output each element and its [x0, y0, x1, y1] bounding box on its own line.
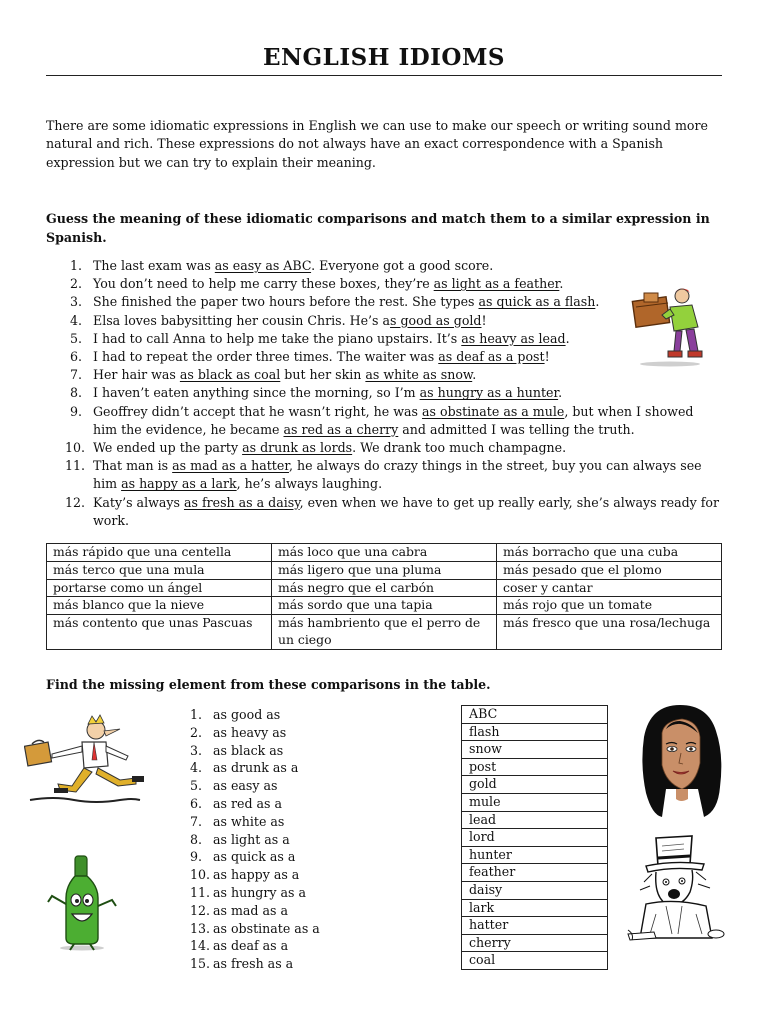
- sentence-text: . We drank too much champagne.: [352, 440, 567, 456]
- missing-words-table: [461, 705, 608, 970]
- comparison-number: 11.: [190, 884, 211, 900]
- table-row: [462, 758, 608, 776]
- idiom-expression: as deaf as a post: [438, 349, 545, 365]
- exercise2-instruction: Find the missing element from these comparisons in the table.: [46, 677, 491, 692]
- table-row: [47, 561, 722, 579]
- comparison-number: 8.: [190, 831, 203, 847]
- comparison-text: as mad as a: [213, 902, 288, 918]
- sentence-text: and admitted I was telling the truth.: [398, 421, 635, 437]
- missing-word-cell: lord: [462, 829, 608, 847]
- missing-word-cell: feather: [462, 864, 608, 882]
- running-businessman-illustration: [24, 714, 146, 806]
- sentence-text: .: [559, 276, 564, 292]
- sentence-text: !: [481, 312, 487, 328]
- comparison-number: 12.: [190, 902, 211, 918]
- sentence-text: .: [558, 385, 563, 401]
- spanish-expression-cell: portarse como un ángel: [47, 579, 272, 597]
- table-row: [462, 881, 608, 899]
- sentence-text: !: [544, 349, 550, 365]
- comparison-text: as light as a: [213, 831, 290, 847]
- woman-portrait-illustration: [636, 703, 726, 821]
- idiom-expression: as light as a feather: [433, 276, 560, 292]
- missing-word-cell: ABC: [462, 706, 608, 724]
- spanish-expression-cell: más rojo que un tomate: [497, 597, 722, 615]
- idiom-sentence: [70, 348, 720, 366]
- sentence-text: She finished the paper two hours before the rest. She types: [93, 294, 479, 310]
- comparison-number: 4.: [190, 760, 203, 776]
- comparison-text: as heavy as: [213, 724, 287, 740]
- comparison-number: 10.: [190, 867, 211, 883]
- sentence-text: Elsa loves babysitting her cousin Chris. He’s a: [93, 312, 391, 328]
- comparison-text: as obstinate as a: [213, 920, 320, 936]
- comparison-item: [190, 920, 440, 938]
- missing-word-cell: snow: [462, 741, 608, 759]
- table-row: [462, 741, 608, 759]
- sentence-text: .: [472, 367, 477, 383]
- comparison-text: as drunk as a: [213, 760, 299, 776]
- comparison-number: 15.: [190, 956, 211, 972]
- comparison-item: [190, 848, 440, 866]
- idiom-sentence: [70, 312, 720, 330]
- title-divider: [46, 75, 722, 76]
- comparison-number: 1.: [190, 707, 203, 722]
- comparison-item: [190, 902, 440, 920]
- spanish-expression-cell: más blanco que la nieve: [47, 597, 272, 615]
- comparison-number: 5.: [190, 778, 203, 794]
- spanish-expression-cell: más sordo que una tapia: [272, 597, 497, 615]
- comparison-item: [190, 795, 440, 813]
- spanish-expression-cell: más pesado que el plomo: [497, 561, 722, 579]
- table-row: [462, 934, 608, 952]
- sentence-text: We ended up the party: [93, 440, 243, 456]
- idiom-expression: as drunk as lords: [242, 440, 353, 456]
- table-row: [47, 615, 722, 650]
- comparison-item: [190, 706, 440, 724]
- comparison-text: as quick as a: [213, 849, 296, 865]
- idiom-sentence: [65, 457, 720, 493]
- spanish-expression-cell: más borracho que una cuba: [497, 544, 722, 562]
- missing-word-cell: coal: [462, 952, 608, 970]
- box-carrier-illustration: [630, 285, 710, 367]
- idiom-expression: as happy as a lark: [121, 476, 237, 492]
- idiom-sentence: [70, 275, 720, 293]
- sentence-number: 5.: [70, 330, 83, 346]
- idiom-expression: as red as a cherry: [283, 421, 399, 437]
- sentence-number: 11.: [65, 458, 86, 474]
- sentence-text: .: [595, 294, 600, 310]
- comparison-number: 3.: [190, 742, 203, 758]
- comparison-text: as fresh as a: [213, 956, 294, 972]
- comparison-text: as happy as a: [213, 867, 300, 883]
- spanish-expression-cell: más fresco que una rosa/lechuga: [497, 615, 722, 650]
- missing-word-cell: daisy: [462, 881, 608, 899]
- comparison-item: [190, 955, 440, 973]
- missing-word-cell: lead: [462, 811, 608, 829]
- spanish-expression-cell: más rápido que una centella: [47, 544, 272, 562]
- comparison-item: [190, 884, 440, 902]
- page-title: ENGLISH IDIOMS: [262, 44, 506, 71]
- sentence-number: 12.: [65, 494, 86, 510]
- sentence-number: 2.: [70, 276, 83, 292]
- table-row: [462, 829, 608, 847]
- table-row: [462, 917, 608, 935]
- idiom-sentence: [70, 293, 720, 311]
- idiom-sentence: [70, 330, 720, 348]
- idiom-sentence: [70, 257, 720, 275]
- sentence-text: That man is: [93, 458, 173, 474]
- sentence-text: , he’s always laughing.: [236, 476, 383, 492]
- sentence-text: I had to repeat the order three times. The waiter was: [93, 349, 439, 365]
- table-row: [462, 899, 608, 917]
- spanish-expressions-table: [46, 543, 722, 650]
- missing-word-cell: hunter: [462, 846, 608, 864]
- comparison-number: 9.: [190, 849, 203, 865]
- idiom-expression: as fresh as a daisy: [183, 494, 300, 510]
- comparison-text: as red as a: [213, 795, 282, 811]
- spanish-expression-cell: más contento que unas Pascuas: [47, 615, 272, 650]
- table-row: [462, 846, 608, 864]
- missing-word-cell: hatter: [462, 917, 608, 935]
- idiom-expression: as white as snow: [365, 367, 473, 383]
- missing-word-cell: post: [462, 758, 608, 776]
- sentence-text: I had to call Anna to help me take the piano upstairs. It’s: [93, 330, 462, 346]
- comparison-item: [190, 742, 440, 760]
- sentence-text: , even when we have to get up really early, she’s always ready for work.: [93, 494, 720, 528]
- comparison-item: [190, 937, 440, 955]
- comparison-item: [190, 831, 440, 849]
- comparison-item: [190, 759, 440, 777]
- idiom-sentence: [70, 384, 720, 402]
- sentence-number: 4.: [70, 312, 83, 328]
- sentence-number: 9.: [70, 403, 83, 419]
- table-row: [47, 597, 722, 615]
- sentence-number: 10.: [65, 440, 86, 456]
- comparison-number: 13.: [190, 920, 211, 936]
- table-row: [47, 579, 722, 597]
- comparison-number: 6.: [190, 795, 203, 811]
- idiom-expression: as easy as ABC: [214, 258, 312, 273]
- table-row: [462, 776, 608, 794]
- spanish-expression-cell: más ligero que una pluma: [272, 561, 497, 579]
- comparison-number: 2.: [190, 724, 203, 740]
- idiom-sentence: [70, 366, 720, 384]
- comparison-text: as hungry as a: [213, 884, 306, 900]
- comparison-item: [190, 724, 440, 742]
- sentence-number: 8.: [70, 385, 83, 401]
- intro-paragraph: There are some idiomatic expressions in English we can use to make our speech or writing sound more natural and rich. These expressions do not always have an exact correspondence with a Spanish expression but we can try to explain their meaning.: [46, 118, 708, 170]
- comparison-text: as good as: [213, 707, 281, 722]
- spanish-expression-cell: coser y cantar: [497, 579, 722, 597]
- table-row: [462, 706, 608, 724]
- sentence-text: I haven’t eaten anything since the morning, so I’m: [93, 385, 420, 401]
- exercise1-instruction: Guess the meaning of these idiomatic comparisons and match them to a similar expression in Spanish.: [46, 211, 710, 245]
- comparison-text: as deaf as a: [213, 938, 289, 954]
- sentence-number: 1.: [70, 258, 83, 273]
- sentence-text: Geoffrey didn’t accept that he wasn’t right, he was: [93, 403, 423, 419]
- sentence-text: You don’t need to help me carry these boxes, they’re: [93, 276, 434, 292]
- sentence-text: .: [565, 330, 570, 346]
- missing-word-cell: cherry: [462, 934, 608, 952]
- comparison-item: [190, 866, 440, 884]
- table-row: [47, 544, 722, 562]
- table-row: [462, 864, 608, 882]
- idiom-sentence: [70, 403, 720, 439]
- table-row: [462, 723, 608, 741]
- sentence-text: Katy’s always: [93, 494, 184, 510]
- mad-hatter-illustration: [626, 834, 726, 946]
- spanish-expression-cell: más terco que una mula: [47, 561, 272, 579]
- sentence-text: . Everyone got a good score.: [311, 258, 494, 273]
- spanish-expression-cell: más negro que el carbón: [272, 579, 497, 597]
- idiom-sentence: [65, 439, 720, 457]
- table-row: [462, 811, 608, 829]
- idiom-expression: as heavy as lead: [461, 330, 566, 346]
- sentence-text: The last exam was: [93, 258, 215, 273]
- idiom-sentence-list: [65, 257, 720, 530]
- sentence-number: 6.: [70, 349, 83, 365]
- comparison-list: [190, 706, 440, 973]
- comparison-number: 7.: [190, 813, 203, 829]
- missing-word-cell: lark: [462, 899, 608, 917]
- sentence-text: , but when I showed him the evidence, he became: [93, 403, 694, 437]
- comparison-item: [190, 777, 440, 795]
- idiom-expression: as obstinate as a mule: [422, 403, 565, 419]
- idiom-expression: as hungry as a hunter: [419, 385, 559, 401]
- comparison-text: as white as: [213, 813, 285, 829]
- sentence-number: 7.: [70, 367, 83, 383]
- sentence-text: but her skin: [280, 367, 366, 383]
- idiom-sentence: [65, 494, 720, 530]
- comparison-item: [190, 813, 440, 831]
- sentence-text: , he always do crazy things in the street, buy you can always see him: [93, 458, 702, 492]
- bottle-character-illustration: [42, 854, 122, 952]
- idiom-expression: s good as gold: [390, 312, 482, 328]
- missing-word-cell: flash: [462, 723, 608, 741]
- idiom-expression: as black as coal: [179, 367, 281, 383]
- idiom-expression: as mad as a hatter: [172, 458, 289, 474]
- table-row: [462, 793, 608, 811]
- table-row: [462, 952, 608, 970]
- missing-word-cell: mule: [462, 793, 608, 811]
- sentence-number: 3.: [70, 294, 83, 310]
- sentence-text: Her hair was: [93, 367, 180, 383]
- missing-word-cell: gold: [462, 776, 608, 794]
- comparison-number: 14.: [190, 938, 211, 954]
- spanish-expression-cell: más loco que una cabra: [272, 544, 497, 562]
- comparison-text: as easy as: [213, 778, 278, 794]
- idiom-expression: as quick as a flash: [478, 294, 596, 310]
- spanish-expression-cell: más hambriento que el perro de un ciego: [272, 615, 497, 650]
- comparison-text: as black as: [213, 742, 284, 758]
